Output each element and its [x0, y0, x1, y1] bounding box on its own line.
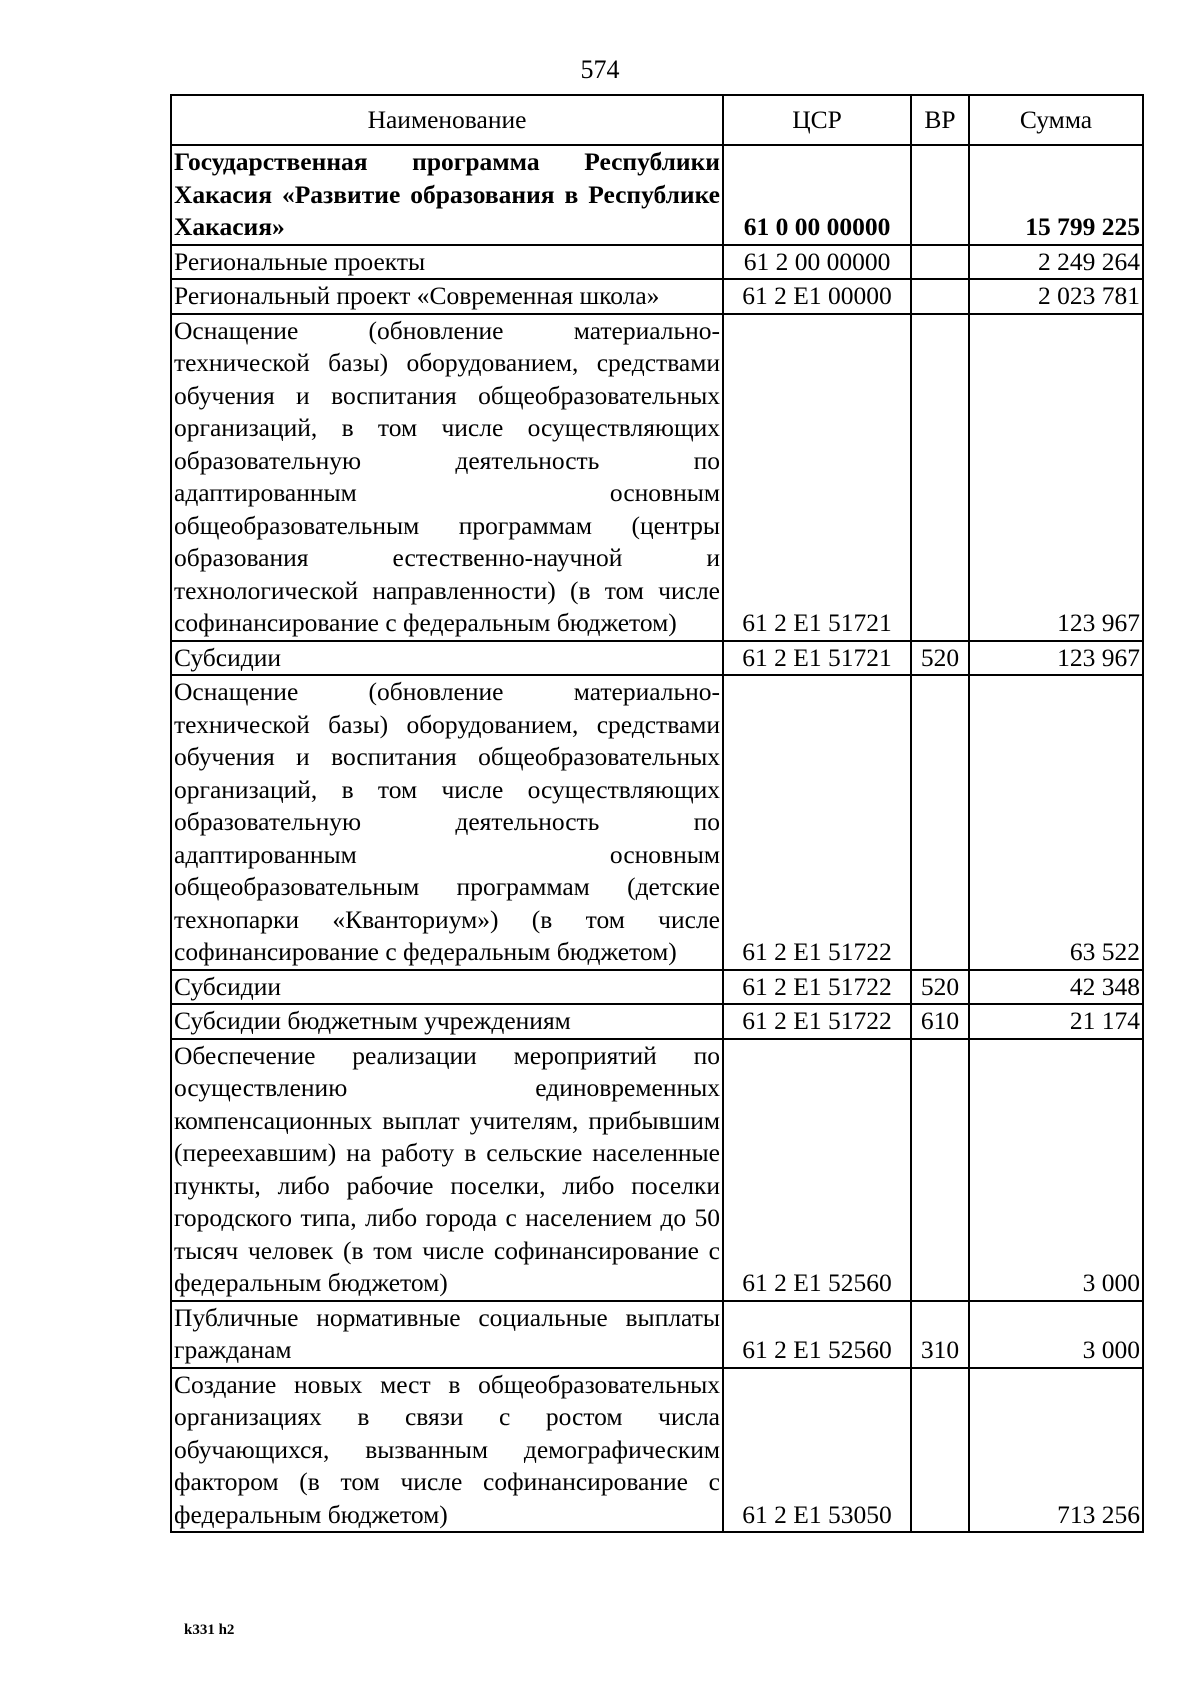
table-row: [171, 675, 1143, 970]
row-csr: 61 2 E1 51722: [723, 1004, 911, 1039]
row-name: Обеспечение реализации мероприятий по осуществлению единовременных компенсационных выплат учителям, прибывшим (переехавшим) на работу в сельские населенные пункты, либо рабочие поселки, либо поселки городского типа, либо города с населением до 50 тысяч человек (в том числе софинансирование с федеральным бюджетом): [171, 1039, 723, 1301]
row-name: Публичные нормативные социальные выплаты гражданам: [171, 1301, 723, 1368]
row-csr: 61 0 00 00000: [723, 145, 911, 245]
row-sum: 3 000: [969, 1301, 1143, 1368]
table-header-row: [171, 95, 1143, 145]
row-sum: 123 967: [969, 314, 1143, 641]
row-name: Субсидии: [171, 970, 723, 1005]
row-sum: 3 000: [969, 1039, 1143, 1301]
row-vr: 310: [911, 1301, 969, 1368]
table-row: [171, 1301, 1143, 1368]
row-sum: 2 023 781: [969, 279, 1143, 314]
row-vr: [911, 279, 969, 314]
page-number: 574: [580, 55, 620, 84]
row-sum: 2 249 264: [969, 245, 1143, 280]
table-row: [171, 279, 1143, 314]
table-row: [171, 1368, 1143, 1533]
row-sum: 713 256: [969, 1368, 1143, 1533]
row-sum: 42 348: [969, 970, 1143, 1005]
row-name: Субсидии бюджетным учреждениям: [171, 1004, 723, 1039]
row-csr: 61 2 E1 52560: [723, 1301, 911, 1368]
row-vr: 610: [911, 1004, 969, 1039]
row-csr: 61 2 E1 00000: [723, 279, 911, 314]
header-sum: Сумма: [969, 95, 1143, 145]
row-vr: [911, 675, 969, 970]
table-row: [171, 970, 1143, 1005]
row-sum: 21 174: [969, 1004, 1143, 1039]
row-csr: 61 2 E1 51722: [723, 675, 911, 970]
budget-table: [170, 94, 1144, 1533]
row-name: Региональный проект «Современная школа»: [171, 279, 723, 314]
row-name: Субсидии: [171, 641, 723, 676]
row-vr: [911, 1368, 969, 1533]
row-vr: 520: [911, 970, 969, 1005]
row-vr: [911, 245, 969, 280]
header-vr: ВР: [911, 95, 969, 145]
row-csr: 61 2 E1 51721: [723, 641, 911, 676]
row-name: Оснащение (обновление материально-технической базы) оборудованием, средствами обучения и воспитания общеобразовательных организаций, в том числе осуществляющих образовательную деятельность по адаптированным основным общеобразовательным программам (центры образования естественно-научной и технологической направленности) (в том числе софинансирование с федеральным бюджетом): [171, 314, 723, 641]
table-row: [171, 245, 1143, 280]
table-row: [171, 641, 1143, 676]
row-vr: [911, 314, 969, 641]
table-row: [171, 145, 1143, 245]
row-name: Оснащение (обновление материально-технической базы) оборудованием, средствами обучения и воспитания общеобразовательных организаций, в том числе осуществляющих образовательную деятельность по адаптированным основным общеобразовательным программам (детские технопарки «Кванториум») (в том числе софинансирование с федеральным бюджетом): [171, 675, 723, 970]
row-vr: [911, 145, 969, 245]
row-name: Государственная программа Республики Хакасия «Развитие образования в Республике Хакасия»: [171, 145, 723, 245]
row-sum: 63 522: [969, 675, 1143, 970]
row-vr: [911, 1039, 969, 1301]
row-name: Региональные проекты: [171, 245, 723, 280]
row-sum: 15 799 225: [969, 145, 1143, 245]
row-csr: 61 2 00 00000: [723, 245, 911, 280]
row-vr: 520: [911, 641, 969, 676]
footer-code: k331 h2: [184, 1622, 235, 1638]
row-csr: 61 2 E1 52560: [723, 1039, 911, 1301]
row-csr: 61 2 E1 51721: [723, 314, 911, 641]
table-row: [171, 1039, 1143, 1301]
header-csr: ЦСР: [723, 95, 911, 145]
row-sum: 123 967: [969, 641, 1143, 676]
row-csr: 61 2 E1 53050: [723, 1368, 911, 1533]
header-name: Наименование: [171, 95, 723, 145]
table-row: [171, 314, 1143, 641]
table-row: [171, 1004, 1143, 1039]
row-csr: 61 2 E1 51722: [723, 970, 911, 1005]
row-name: Создание новых мест в общеобразовательных организациях в связи с ростом числа обучающихся, вызванным демографическим фактором (в том числе софинансирование с федеральным бюджетом): [171, 1368, 723, 1533]
